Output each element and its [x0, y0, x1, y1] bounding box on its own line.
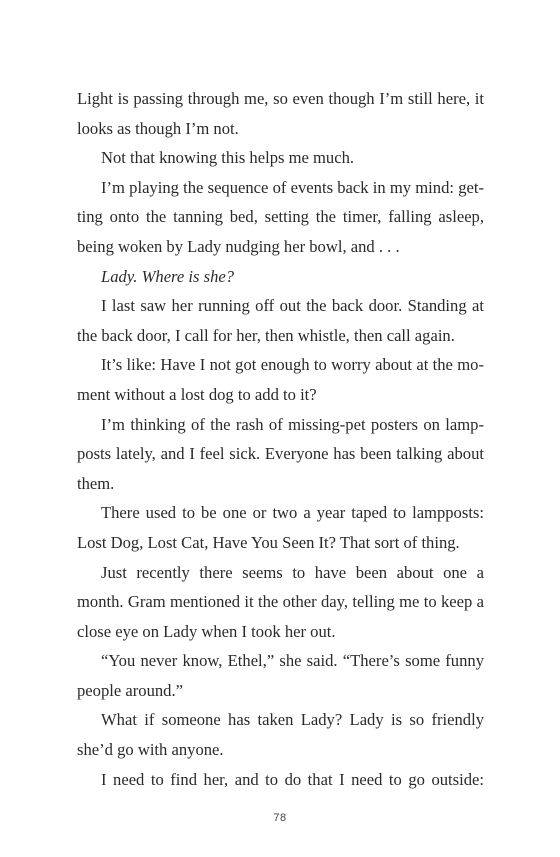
page-number: 78	[273, 812, 287, 824]
paragraph: I need to find her, and to do that I need to go outside:	[101, 769, 484, 789]
paragraph: “You never know, Ethel,” she said. “There’s some funny people around.”	[77, 651, 484, 700]
paragraph: I last saw her running off out the back door. Standing at the back door, I call for her, then whistle, then call again.	[77, 296, 484, 345]
paragraph: What if someone has taken Lady? Lady is so friendly she’d go with anyone.	[77, 710, 484, 760]
paragraph: It’s like: Have I not got enough to worry about at the mo-ment without a lost dog to add to it?	[77, 355, 484, 404]
paragraph: There used to be one or two a year taped to lampposts: Lost Dog, Lost Cat, Have You Seen It? That sort of thing.	[77, 503, 484, 552]
paragraph: I’m thinking of the rash of missing-pet posters on lamp-posts lately, and I feel sick. Everyone has been talking about them.	[77, 414, 484, 493]
body-text	[77, 84, 484, 794]
paragraph: I’m playing the sequence of events back in my mind: get-ting onto the tanning bed, setting the timer, falling asleep, being woken by Lady nudging her bowl, and . . .	[77, 177, 484, 256]
paragraph: Not that knowing this helps me much.	[101, 148, 355, 168]
paragraph-italic: Lady. Where is she?	[101, 266, 235, 286]
paragraph: Light is passing through me, so even though I’m still here, it looks as though I’m not.	[77, 89, 484, 138]
paragraph: Just recently there seems to have been about one a month. Gram mentioned it the other day, telling me to keep a close eye on Lady when I took her out.	[77, 562, 484, 641]
